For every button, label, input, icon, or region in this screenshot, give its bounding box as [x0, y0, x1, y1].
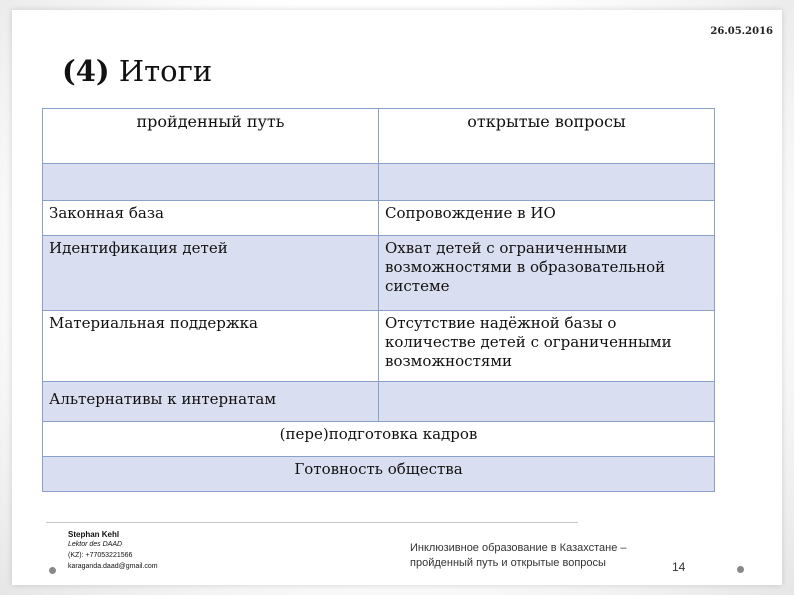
table-cell-right: Сопровождение в ИО	[379, 201, 715, 236]
table-cell	[43, 164, 379, 201]
page-number: 14	[672, 560, 686, 574]
course-title-line2: пройденный путь и открытые вопросы	[410, 557, 606, 569]
table-header-row	[43, 109, 715, 164]
table-row-empty	[43, 164, 715, 201]
course-title-line1: Инклюзивное образование в Казахстане –	[410, 542, 627, 554]
table-row	[43, 382, 715, 422]
table-cell-right	[379, 382, 715, 422]
author-role: Lektor des DAAD	[68, 541, 123, 548]
course-title	[410, 541, 627, 571]
table-row	[43, 311, 715, 382]
header-open-questions: открытые вопросы	[379, 109, 715, 164]
author-name: Stephan Kehl	[68, 530, 120, 539]
bullet-dot-icon	[737, 566, 744, 573]
table-cell-left: Альтернативы к интернатам	[43, 382, 379, 422]
title-text: Итоги	[118, 54, 213, 88]
footer-divider	[46, 522, 578, 523]
table-row	[43, 236, 715, 311]
summary-table	[42, 108, 715, 492]
table-cell-right: Охват детей с ограниченными возможностями в образовательной системе	[379, 236, 715, 311]
author-block	[68, 530, 158, 572]
table-cell-left: Законная база	[43, 201, 379, 236]
table-cell-left: Идентификация детей	[43, 236, 379, 311]
table-cell-merged: (пере)подготовка кадров	[43, 422, 715, 457]
slide-date: 26.05.2016	[710, 26, 773, 37]
table-row-merged	[43, 457, 715, 492]
table-cell	[379, 164, 715, 201]
header-passed-path: пройденный путь	[43, 109, 379, 164]
author-phone: (KZ): +77053221566	[68, 552, 133, 559]
bullet-dot-icon	[49, 567, 56, 574]
table-cell-right: Отсутствие надёжной базы о количестве детей с ограниченными возможностями	[379, 311, 715, 382]
title-number: (4)	[62, 54, 110, 88]
author-email: karaganda.daad@gmail.com	[68, 563, 158, 570]
table-cell-merged: Готовность общества	[43, 457, 715, 492]
table-row-merged	[43, 422, 715, 457]
table-row	[43, 201, 715, 236]
table-cell-left: Материальная поддержка	[43, 311, 379, 382]
slide-title	[62, 54, 212, 88]
